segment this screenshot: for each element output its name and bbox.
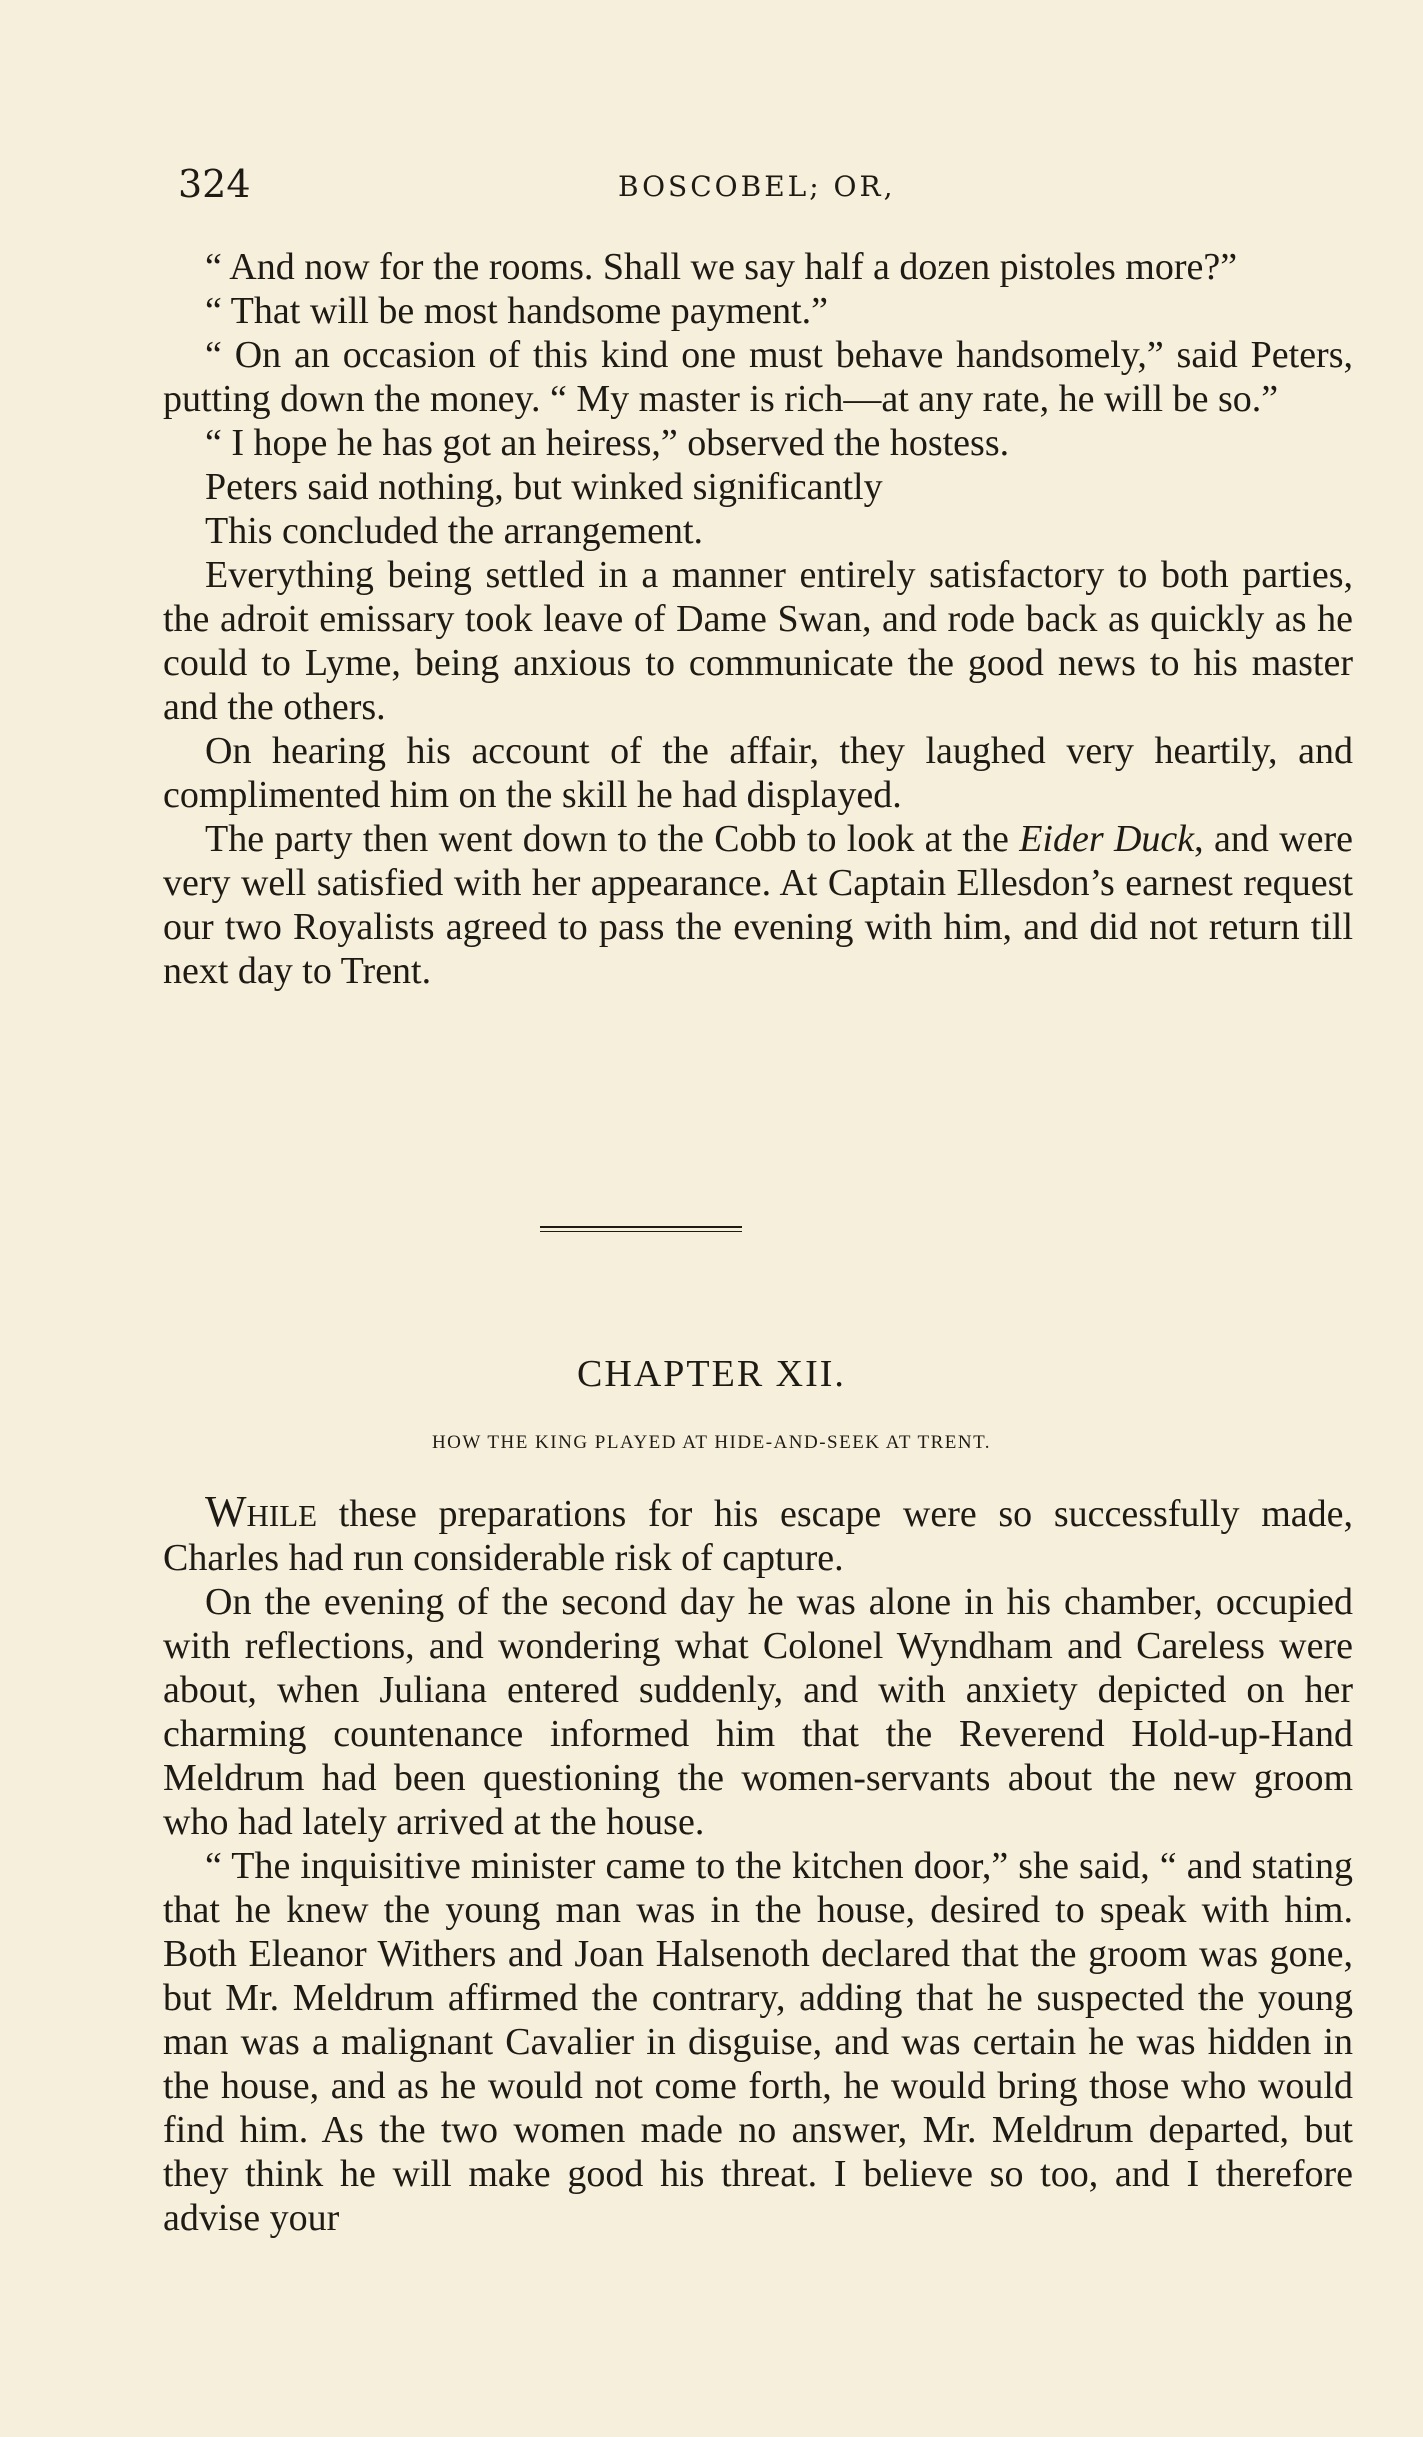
- chapter-subtitle: HOW THE KING PLAYED AT HIDE-AND-SEEK AT TRENT.: [431, 1432, 992, 1453]
- paragraph: Everything being settled in a manner entirely satisfactory to both parties, the adroit emissary took leave of Dame Swan, and rode back as quickly as he could to Lyme, being anxious to communicate the good news to his master and the others.: [163, 554, 1353, 728]
- paragraph: Peters said nothing, but winked significantly: [205, 466, 883, 508]
- paragraph: “ I hope he has got an heiress,” observed the hostess.: [205, 422, 1010, 464]
- paragraph: “ On an occasion of this kind one must behave handsomely,” said Peters, putting down the money. “ My master is rich—at any rate, he will be so.”: [163, 334, 1353, 420]
- page-number: 324: [178, 162, 251, 206]
- opening-word: While: [205, 1487, 318, 1536]
- paragraph: “ And now for the rooms. Shall we say half a dozen pistoles more?”: [205, 246, 1238, 288]
- chapter-title: CHAPTER XII.: [577, 1353, 846, 1395]
- paragraph: On hearing his account of the affair, they laughed very heartily, and complimented him on the skill he had displayed.: [163, 730, 1353, 816]
- page-header: [178, 162, 1278, 212]
- paragraph: [163, 817, 1353, 993]
- paragraph-text: these preparations for his escape were so successfully made, Charles had run considerable risk of capture.: [163, 1493, 1353, 1579]
- text-block-lower: [163, 1487, 1353, 2240]
- paragraph-text: , and were very well satisfied with her appearance. At Captain Ellesdon’s earnest request our two Royalists agreed to pass the evening with him, and did not return till next day to Trent.: [163, 818, 1353, 992]
- text-block-upper: [163, 245, 1353, 993]
- paragraph: “ The inquisitive minister came to the kitchen door,” she said, “ and stating that he knew the young man was in the house, desired to speak with him. Both Eleanor Withers and Joan Halsenoth declared that the groom was gone, but Mr. Meldrum affirmed the contrary, adding that he suspected the young man was a malignant Cavalier in disguise, and was certain he was hidden in the house, and as he would not come forth, he would bring those who would find him. As the two women made no answer, Mr. Meldrum departed, but they think he will make good his threat. I believe so too, and I therefore advise your: [163, 1845, 1353, 2239]
- paragraph-text: The party then went down to the Cobb to look at the: [205, 818, 1020, 860]
- running-head: BOSCOBEL; OR,: [618, 170, 896, 203]
- ship-name: Eider Duck: [1019, 818, 1195, 860]
- paragraph: [163, 1487, 1353, 1580]
- section-divider: [540, 1226, 742, 1232]
- paragraph: On the evening of the second day he was alone in his chamber, occupied with reflections, and wondering what Colonel Wyndham and Careless were about, when Juliana entered suddenly, and with anxiety depicted on her charming countenance informed him that the Reverend Hold-up-Hand Meldrum had been questioning the women-servants about the new groom who had lately arrived at the house.: [163, 1581, 1353, 1843]
- paragraph: This concluded the arrangement.: [205, 510, 704, 552]
- paragraph: “ That will be most handsome payment.”: [205, 290, 828, 332]
